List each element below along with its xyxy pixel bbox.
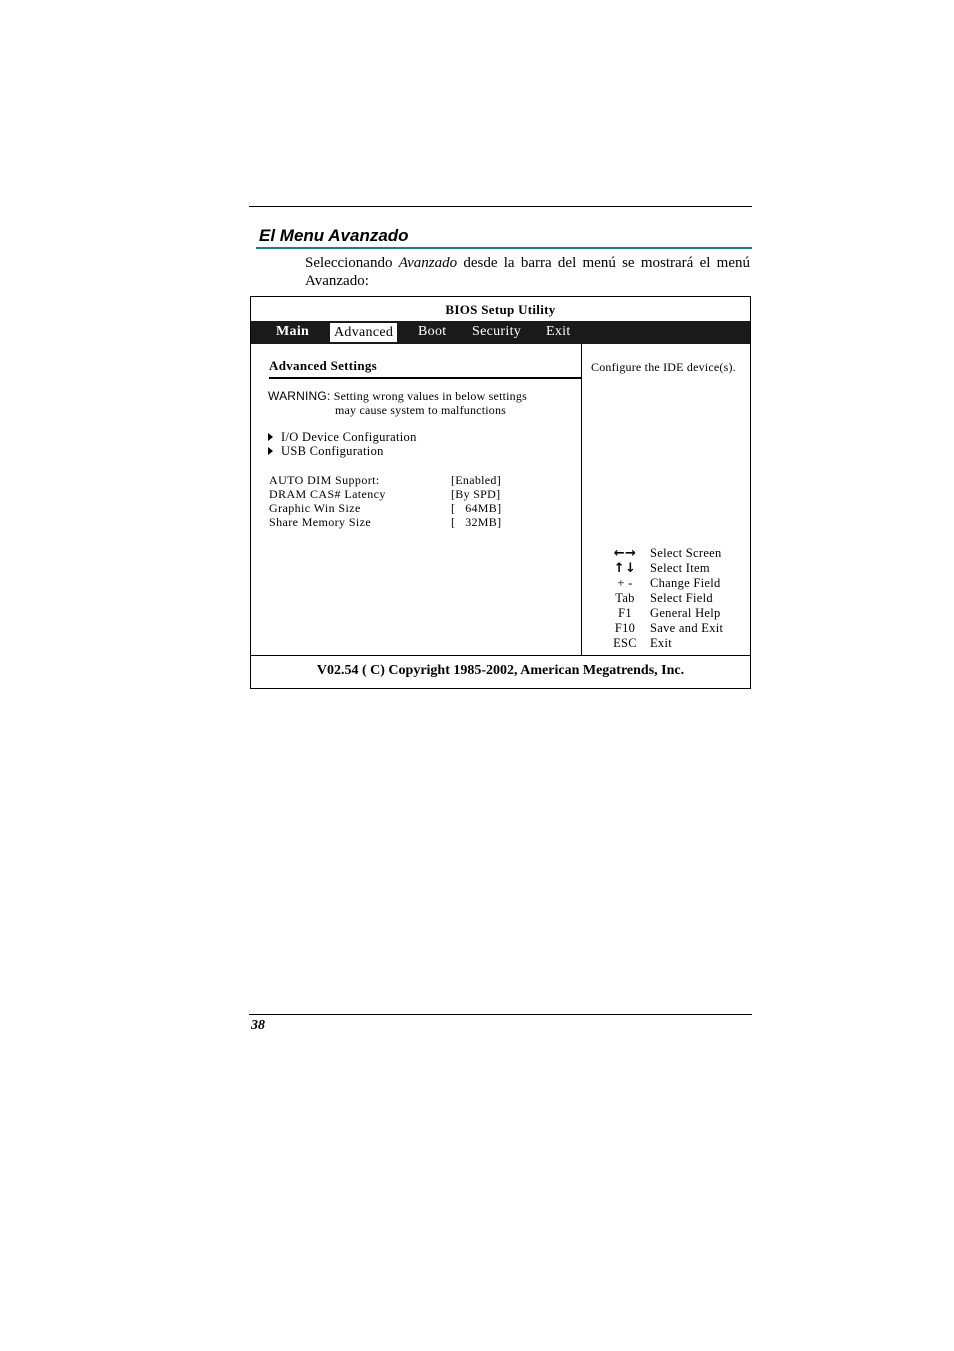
intro-paragraph	[305, 254, 750, 290]
bios-menu-bar	[251, 321, 750, 344]
warning-text-2: may cause system to malfunctions	[335, 403, 507, 417]
warning-line-1	[268, 389, 527, 404]
menu-tab-exit[interactable]: Exit	[546, 324, 571, 339]
page-number: 38	[251, 1018, 265, 1033]
bios-title: BIOS Setup Utility	[445, 302, 556, 317]
submenu-label: I/O Device Configuration	[281, 430, 417, 444]
key-desc-general-help: General Help	[650, 606, 721, 620]
warning-text-1: Setting wrong values in below settings	[333, 389, 527, 403]
left-right-arrows-icon: ←→	[613, 546, 637, 561]
key-desc-select-item: Select Item	[650, 561, 710, 575]
setting-label-dram-cas: DRAM CAS# Latency	[269, 487, 386, 501]
menu-tab-advanced[interactable]: Advanced	[329, 322, 398, 343]
setting-label-graphic-win: Graphic Win Size	[269, 501, 361, 515]
section-title: El Menu Avanzado	[259, 226, 409, 245]
section-title-underline	[256, 247, 752, 249]
submenu-label: USB Configuration	[281, 444, 384, 458]
intro-text-italic: Avanzado	[398, 255, 458, 271]
setting-value-share-memory[interactable]: [ 32MB]	[451, 515, 502, 529]
submenu-arrow-icon	[268, 447, 273, 455]
intro-text-post: desde la barra del menú se mostrará el menú Avanzado:	[305, 255, 751, 289]
key-desc-exit: Exit	[650, 636, 673, 650]
setting-value-dram-cas[interactable]: [By SPD]	[451, 487, 501, 501]
key-desc-select-field: Select Field	[650, 591, 713, 605]
submenu-usb[interactable]	[268, 444, 384, 459]
help-text: Configure the IDE device(s).	[591, 360, 736, 374]
footer-rule	[249, 1014, 752, 1015]
advanced-settings-heading: Advanced Settings	[269, 358, 378, 373]
panel-divider-vertical	[581, 344, 582, 655]
intro-text-pre: Seleccionando	[305, 255, 393, 271]
submenu-arrow-icon	[268, 433, 273, 441]
key-desc-change-field: Change Field	[650, 576, 721, 590]
key-desc-select-screen: Select Screen	[650, 546, 722, 560]
setting-label-share-memory: Share Memory Size	[269, 515, 372, 529]
setting-value-auto-dim[interactable]: [Enabled]	[451, 473, 502, 487]
warning-label: WARNING:	[268, 389, 331, 403]
bios-copyright: V02.54 ( C) Copyright 1985-2002, American Megatrends, Inc.	[316, 663, 685, 678]
menu-tab-main[interactable]: Main	[276, 324, 310, 339]
key-f1: F1	[618, 606, 632, 620]
key-plus-minus: + -	[617, 576, 633, 590]
setting-value-graphic-win[interactable]: [ 64MB]	[451, 501, 502, 515]
key-esc: ESC	[613, 636, 637, 650]
key-tab: Tab	[615, 591, 635, 605]
header-rule	[249, 206, 752, 207]
key-f10: F10	[614, 621, 636, 635]
up-down-arrows-icon: ↑↓	[613, 561, 637, 576]
advanced-settings-rule	[269, 377, 581, 379]
setting-label-auto-dim: AUTO DIM Support:	[269, 473, 380, 487]
menu-tab-boot[interactable]: Boot	[418, 324, 447, 339]
submenu-io-device[interactable]	[268, 430, 417, 445]
bios-screenshot	[250, 296, 751, 689]
menu-tab-security[interactable]: Security	[472, 324, 522, 339]
key-desc-save-exit: Save and Exit	[650, 621, 724, 635]
